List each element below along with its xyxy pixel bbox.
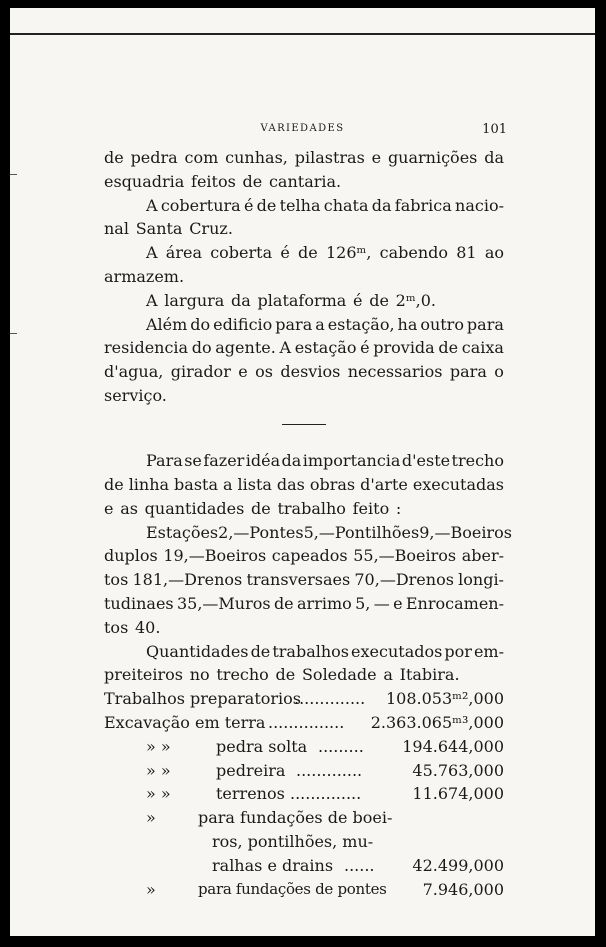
word: por (444, 641, 472, 661)
word: cunhas, (225, 148, 288, 167)
word: d'arte (360, 475, 408, 495)
word: ao (484, 243, 504, 263)
leader-dots: ............... (268, 713, 345, 733)
word: A (146, 195, 158, 215)
word: cobertura (160, 195, 241, 215)
word: trecho (451, 451, 504, 471)
word: trabalhos (272, 641, 349, 661)
text-line (104, 449, 504, 473)
word: da (484, 148, 504, 167)
word: — (373, 594, 390, 614)
word: feito (352, 498, 390, 518)
leader-dots: .............. (290, 784, 362, 804)
text-line (104, 473, 504, 497)
word: área (165, 243, 202, 263)
word: no (189, 665, 210, 685)
word: estação (294, 338, 357, 358)
section-divider (282, 424, 326, 426)
item-label: Excavação em terra (104, 713, 266, 733)
text-line (104, 170, 504, 194)
word: obras (309, 475, 356, 495)
word: importancia (302, 451, 401, 471)
word: 5,—Pontilhões (303, 522, 420, 542)
text-line (104, 544, 504, 568)
ditto-mark: » » (146, 736, 171, 756)
item-label: ros, pontilhões, mu- (212, 832, 374, 852)
word: nal (104, 219, 129, 239)
word: pilastras (294, 148, 365, 167)
text-line (104, 146, 504, 170)
word: pedra (130, 148, 178, 167)
word: longi- (458, 570, 504, 590)
text-line (104, 640, 504, 664)
word: esquadria (104, 171, 185, 191)
word: tudinaes (104, 594, 174, 614)
word: e (104, 498, 114, 518)
text-line (104, 521, 512, 545)
running-title: VARIEDADES (260, 123, 345, 134)
item-value: 194.644,000 (402, 736, 504, 756)
word: caixa (461, 338, 504, 358)
text-line (104, 265, 504, 289)
item-label: para fundações de pontes (198, 879, 387, 898)
word: de (104, 475, 124, 495)
item-value: 108.053ᵐ²,000 (385, 689, 504, 709)
word: tos (104, 570, 129, 590)
book-page (10, 8, 595, 936)
word: outro (420, 314, 464, 334)
word: edificio (213, 314, 273, 334)
table-row (104, 854, 504, 878)
word: : (395, 498, 402, 518)
word: ha (397, 314, 418, 334)
word: lista (237, 475, 272, 495)
ditto-mark: » » (146, 760, 171, 780)
word: os (255, 362, 273, 382)
word: girador (170, 362, 231, 382)
word: capeados (271, 546, 348, 566)
word: da (371, 195, 392, 215)
word: das (276, 475, 305, 495)
word: Estações (146, 522, 219, 542)
table-row (104, 806, 504, 830)
word: Soledade (301, 665, 377, 685)
word: Quantidades (146, 641, 249, 661)
word: A (146, 243, 158, 263)
word: provida (373, 338, 435, 358)
word: aber- (461, 546, 504, 566)
table-row (104, 782, 504, 806)
word: 81 (456, 243, 477, 263)
word: para (466, 314, 504, 334)
item-value: 45.763,000 (412, 760, 504, 780)
word: de (104, 148, 124, 167)
word: a (383, 665, 393, 685)
item-value: 11.674,000 (412, 784, 504, 804)
word: armazem. (104, 266, 185, 286)
item-label: pedreira (216, 760, 286, 780)
leader-dots: ......... (318, 736, 364, 756)
word: 55,—Boeiros (353, 546, 457, 566)
word: Santa (135, 219, 183, 239)
word: do (190, 314, 211, 334)
word: da (231, 290, 251, 310)
text-line (104, 384, 504, 408)
item-label: para fundações de boei- (198, 808, 393, 828)
page-number: 101 (482, 122, 507, 137)
item-label: Trabalhos preparatorios (104, 689, 301, 709)
body-text (104, 146, 512, 901)
word: cabendo (379, 243, 449, 263)
table-row (104, 735, 504, 759)
word: Itabira. (399, 665, 460, 685)
table-row (104, 687, 504, 711)
table-row (104, 878, 504, 902)
word: d'agua, (104, 362, 164, 382)
text-line (104, 289, 504, 313)
word: fabrica (394, 195, 452, 215)
text-line (104, 336, 504, 360)
word: e (393, 594, 403, 614)
word: residencia (104, 338, 189, 358)
quantities-table (104, 687, 504, 901)
word: feitos (191, 171, 236, 191)
margin-mark (10, 333, 17, 334)
word: de (438, 338, 459, 358)
word: coberta (210, 243, 273, 263)
word: Enrocamen- (405, 594, 504, 614)
word: duplos (104, 546, 158, 566)
word: idéa (245, 451, 281, 471)
word: com (184, 148, 219, 167)
word: 9,—Boeiros (419, 522, 512, 542)
word: é (280, 243, 290, 263)
word: de (251, 498, 271, 518)
table-row (104, 759, 504, 783)
text-line (104, 360, 504, 384)
word: de (275, 665, 296, 685)
word: 181,—Drenos (132, 570, 243, 590)
word: é (360, 338, 370, 358)
word: Para (146, 451, 183, 471)
word: de (256, 195, 277, 215)
word: A (146, 290, 158, 310)
text-line (104, 568, 504, 592)
margin-mark (10, 174, 17, 175)
text-line (104, 497, 504, 521)
word: telha (279, 195, 321, 215)
word: fazer (203, 451, 245, 471)
item-label: ralhas e drains (212, 855, 334, 875)
text-line (104, 217, 504, 241)
word: d'este (401, 451, 451, 471)
item-value: 2.363.065ᵐ³,000 (370, 713, 504, 733)
word: arrimo (297, 594, 352, 614)
word: transversaes (246, 570, 351, 590)
item-label: terrenos (216, 784, 285, 804)
word: Além (146, 314, 188, 334)
word: preiteiros (104, 665, 183, 685)
text-line (104, 592, 504, 616)
word: executadas (412, 475, 504, 495)
word: agente. (215, 338, 276, 358)
word: nacio- (455, 195, 504, 215)
item-value: 42.499,000 (412, 855, 504, 875)
text-line (104, 313, 504, 337)
word: de (298, 243, 318, 263)
word: do (191, 338, 212, 358)
word: 2,—Pontes (218, 522, 304, 542)
word: para (449, 362, 487, 382)
word: linha (128, 475, 170, 495)
word: 40. (135, 617, 161, 637)
text-line (104, 663, 504, 687)
word: estação, (327, 314, 395, 334)
word: de (273, 594, 294, 614)
word: necessarios (347, 362, 443, 382)
word: 19,—Boeiros (163, 546, 267, 566)
word: para (275, 314, 313, 334)
word: as (120, 498, 138, 518)
word: 2ᵐ,0. (395, 290, 437, 310)
leader-dots: ...... (344, 855, 375, 875)
word: A (279, 338, 292, 358)
ditto-mark: » (146, 808, 156, 828)
word: é (353, 290, 363, 310)
word: desvios (280, 362, 341, 382)
word: plataforma (257, 290, 347, 310)
text-line (104, 194, 504, 218)
word: basta (174, 475, 219, 495)
word: 35,—Muros (176, 594, 271, 614)
word: a (222, 475, 233, 495)
word: tos (104, 617, 129, 637)
word: Cruz. (189, 219, 233, 239)
word: de (250, 641, 271, 661)
word: é (243, 195, 254, 215)
ditto-mark: » (146, 879, 156, 899)
top-border-rule (10, 33, 595, 35)
word: da (281, 451, 302, 471)
word: 70,—Drenos (354, 570, 454, 590)
word: chata (323, 195, 369, 215)
running-head (10, 123, 595, 139)
word: 5, (355, 594, 371, 614)
word: e (371, 148, 382, 167)
word: se (184, 451, 202, 471)
word: executados (351, 641, 443, 661)
word: a (315, 314, 325, 334)
word: de (242, 171, 263, 191)
table-row (104, 711, 504, 735)
text-line (104, 616, 504, 640)
word: quantidades (144, 498, 245, 518)
ditto-mark: » » (146, 784, 171, 804)
leader-dots: .............. (294, 689, 366, 709)
word: cantaria. (268, 171, 342, 191)
word: guarnições (387, 148, 478, 167)
word: e (238, 362, 248, 382)
item-label: pedra solta (216, 736, 308, 756)
word: 126ᵐ, (325, 243, 372, 263)
word: serviço. (104, 385, 167, 405)
word: o (494, 362, 504, 382)
word: em- (473, 641, 504, 661)
word: de (369, 290, 389, 310)
word: trabalho (277, 498, 346, 518)
item-value: 7.946,000 (422, 879, 504, 899)
word: trecho (216, 665, 269, 685)
word: largura (164, 290, 225, 310)
leader-dots: ............. (296, 760, 363, 780)
table-row (104, 830, 504, 854)
text-line (104, 241, 504, 265)
